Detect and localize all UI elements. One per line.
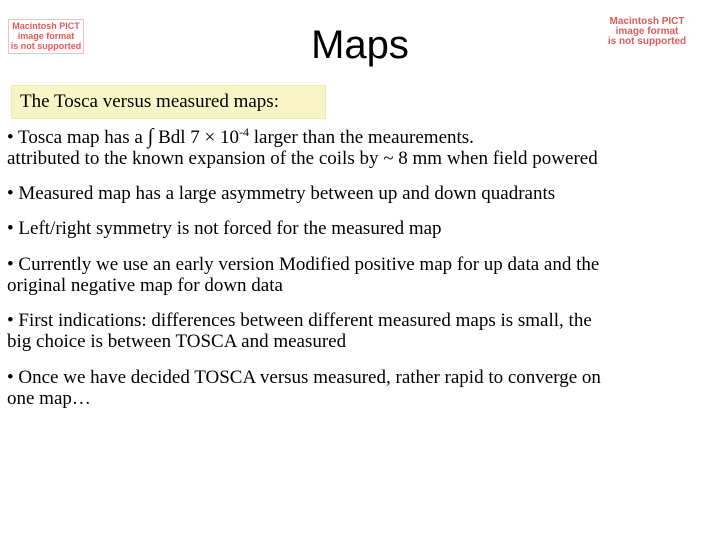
bullet-line — [7, 126, 713, 148]
placeholder-line: image format — [17, 31, 75, 41]
bullet-line: • Left/right symmetry is not forced for the measured map — [7, 218, 442, 239]
bullet-line: original negative map for down data — [7, 275, 283, 296]
bullet-line: • First indications: differences between different measured maps is small, the — [7, 310, 592, 331]
bullet-text: Bdl 7 × 10 — [153, 127, 240, 148]
bullet-line: attributed to the known expansion of the coils by ~ 8 mm when field powered — [7, 148, 598, 169]
placeholder-line: Macintosh PICT — [12, 21, 80, 31]
slide-title: Maps — [311, 23, 409, 67]
bullet-item — [7, 254, 713, 296]
bullet-item — [7, 183, 713, 204]
bullet-item — [7, 367, 713, 409]
bullet-text: larger than the meaurements. — [249, 127, 474, 148]
bullet-item — [7, 310, 713, 352]
bullet-list — [7, 126, 713, 409]
bullet-line: • Measured map has a large asymmetry between up and down quadrants — [7, 183, 556, 204]
placeholder-line: is not supported — [607, 36, 687, 47]
exponent: -4 — [239, 125, 250, 139]
bullet-item — [7, 126, 713, 169]
bullet-line: big choice is between TOSCA and measured — [7, 331, 347, 352]
placeholder-line: is not supported — [10, 41, 82, 51]
subtitle-text: The Tosca versus measured maps: — [20, 91, 279, 112]
bullet-line: • Currently we use an early version Modified positive map for up data and the — [7, 254, 600, 275]
bullet-line: one map… — [7, 388, 91, 409]
placeholder-line: image format — [615, 26, 679, 37]
bullet-item — [7, 218, 713, 239]
placeholder-line: Macintosh PICT — [609, 16, 685, 27]
bullet-line: • Once we have decided TOSCA versus measured, rather rapid to converge on — [7, 367, 601, 388]
integral-symbol: ∫ — [147, 124, 154, 148]
subtitle-box — [12, 86, 325, 118]
bullet-text: • Tosca map has a — [7, 127, 148, 148]
